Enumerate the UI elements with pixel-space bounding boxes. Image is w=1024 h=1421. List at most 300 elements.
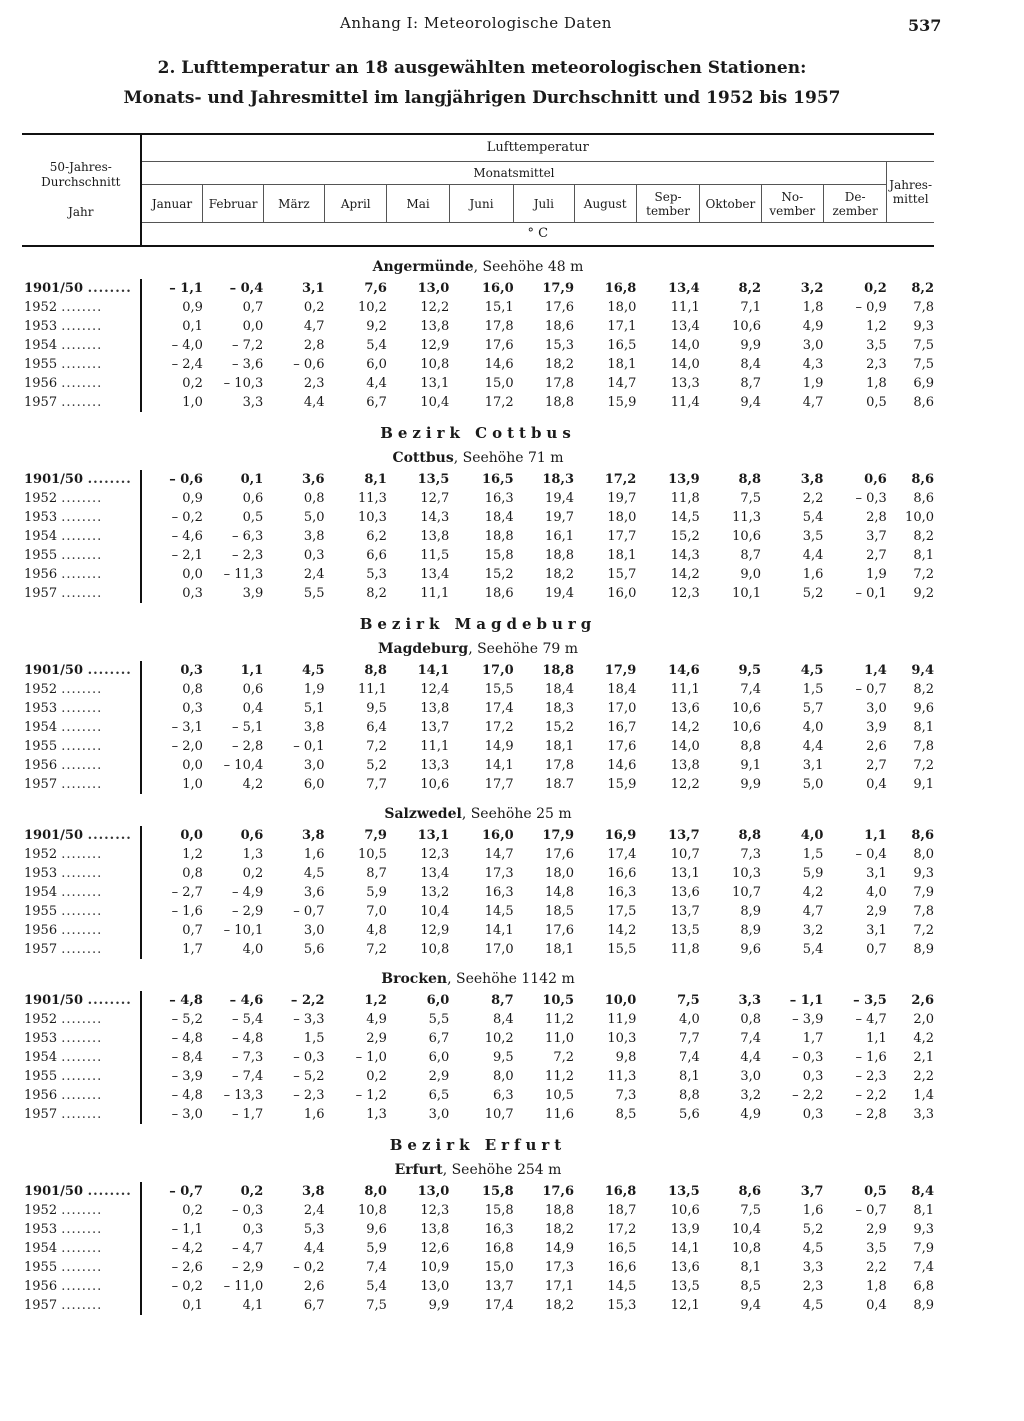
table-cell: 9,4 [911, 663, 934, 678]
year-value: 1957 [24, 395, 58, 410]
table-cell: 13,5 [670, 1279, 700, 1294]
table-cell: – 1,6 [141, 902, 203, 921]
table-cell: 4,5 [802, 1241, 824, 1256]
table-cell: 18,1 [607, 357, 637, 372]
table-cell: 0,7 [866, 942, 887, 957]
year-label [22, 718, 141, 737]
table-cell: 0,3 [303, 548, 325, 563]
dot-leader: ........ [61, 300, 103, 315]
table-cell: – 7,2 [231, 338, 264, 353]
table-cell: 8,4 [911, 1184, 934, 1199]
table-cell: 15,3 [607, 1298, 637, 1313]
district-heading: Bezirk Cottbus [380, 424, 576, 442]
table-cell: 14,7 [607, 376, 637, 391]
table-cell: 15,5 [484, 682, 514, 697]
table-cell: 10,3 [607, 1031, 637, 1046]
table-cell: 10,3 [732, 866, 762, 881]
table-cell: 3,8 [303, 720, 325, 735]
table-cell: 14,6 [668, 663, 700, 678]
table-cell: – 11,0 [223, 1279, 264, 1294]
table-cell: 1,6 [802, 567, 824, 582]
table-cell: 11,9 [607, 1012, 637, 1027]
table-cell: 18,5 [545, 904, 574, 919]
table-cell: 5,2 [366, 758, 387, 773]
table-cell: 17,5 [607, 904, 637, 919]
table-cell: 13,8 [670, 758, 700, 773]
table-cell: 2,9 [866, 1222, 887, 1237]
year-value: 1957 [24, 586, 58, 601]
year-label [22, 1258, 141, 1277]
dot-leader: ........ [61, 510, 103, 525]
station-heading [22, 637, 934, 661]
table-cell: – 11,3 [223, 567, 264, 582]
table-cell: 17,8 [545, 376, 574, 391]
col-header-month: März [263, 185, 324, 223]
table-row [22, 298, 934, 317]
table-cell: – 2,3 [855, 1069, 887, 1084]
year-value: 1952 [24, 682, 58, 697]
table-cell: 10,6 [732, 529, 762, 544]
table-cell: 1,9 [303, 682, 325, 697]
dot-leader: ........ [87, 281, 132, 296]
col-header-month: April [325, 185, 387, 223]
table-cell: 11,6 [545, 1107, 574, 1122]
year-value: 1953 [24, 1222, 58, 1237]
table-cell: 2,2 [913, 1069, 934, 1084]
table-cell: 3,1 [301, 281, 325, 296]
year-value: 1956 [24, 1279, 58, 1294]
table-row [22, 902, 934, 921]
dot-leader: ........ [61, 586, 103, 601]
year-value: 1956 [24, 567, 58, 582]
dot-leader: ........ [87, 828, 132, 843]
table-cell: – 0,7 [855, 682, 887, 697]
table-cell: 3,5 [802, 529, 824, 544]
table-cell: 8,2 [911, 281, 934, 296]
table-cell: 0,8 [141, 864, 203, 883]
year-value: 1901/50 [24, 1184, 84, 1199]
table-cell: 0,7 [242, 300, 264, 315]
table-row [22, 699, 934, 718]
table-cell: 3,1 [802, 758, 824, 773]
table-cell: 7,4 [366, 1260, 387, 1275]
table-cell: 3,0 [802, 338, 824, 353]
table-cell: 14,1 [484, 758, 514, 773]
table-cell: 14,9 [484, 739, 514, 754]
table-cell: – 0,3 [855, 491, 887, 506]
table-cell: 17,6 [607, 739, 637, 754]
table-cell: – 0,7 [855, 1203, 887, 1218]
station-elevation: , Seehöhe 48 m [473, 259, 584, 275]
table-cell: 3,0 [866, 701, 887, 716]
table-cell: 6,0 [303, 777, 325, 792]
year-value: 1953 [24, 510, 58, 525]
table-cell: 0,9 [141, 298, 203, 317]
year-value: 1953 [24, 1031, 58, 1046]
year-label [22, 845, 141, 864]
year-label [22, 991, 141, 1010]
table-cell: 9,0 [740, 567, 762, 582]
table-cell: 18,0 [607, 510, 637, 525]
table-cell: 18,8 [545, 548, 574, 563]
table-cell: 7,8 [913, 739, 934, 754]
table-cell: 9,1 [913, 777, 934, 792]
table-cell: 0,5 [864, 1184, 887, 1199]
table-cell: 18,6 [545, 319, 574, 334]
year-label [22, 1296, 141, 1315]
table-cell: 17,3 [484, 866, 514, 881]
table-cell: 13,5 [668, 1184, 700, 1199]
table-cell: 15,3 [545, 338, 574, 353]
table-cell: 8,1 [913, 720, 934, 735]
unit-label: ° C [141, 223, 934, 247]
table-cell: 0,4 [866, 1298, 887, 1313]
year-label [22, 940, 141, 959]
table-cell: 0,8 [303, 491, 325, 506]
table-cell: 1,1 [240, 663, 264, 678]
table-cell: 10,6 [732, 701, 762, 716]
table-cell: 7,9 [913, 1241, 934, 1256]
table-cell: 4,0 [242, 942, 264, 957]
station-heading [22, 967, 934, 991]
table-cell: 2,3 [802, 1279, 824, 1294]
col-header-month: Februar [203, 185, 263, 223]
table-cell: 5,0 [802, 777, 824, 792]
table-cell: 8,8 [679, 1088, 700, 1103]
table-cell: 11,2 [545, 1012, 574, 1027]
table-cell: – 2,6 [141, 1258, 203, 1277]
year-value: 1955 [24, 1260, 58, 1275]
table-cell: 17,7 [607, 529, 637, 544]
table-cell: 10,1 [732, 586, 762, 601]
table-cell: 17,7 [484, 777, 514, 792]
table-cell: 4,7 [802, 395, 824, 410]
year-value: 1954 [24, 1241, 58, 1256]
table-cell: 7,8 [913, 904, 934, 919]
table-cell: 4,3 [802, 357, 824, 372]
table-cell: 19,4 [545, 491, 574, 506]
table-cell: 7,3 [615, 1088, 637, 1103]
table-row [22, 1086, 934, 1105]
table-cell: 1,6 [303, 847, 325, 862]
table-cell: 8,1 [364, 472, 387, 487]
table-cell: 12,6 [420, 1241, 450, 1256]
table-cell: 13,4 [670, 319, 700, 334]
station-name: Cottbus [392, 450, 454, 466]
table-cell: 4,8 [366, 923, 387, 938]
table-row [22, 940, 934, 959]
table-cell: 16,0 [482, 828, 514, 843]
table-cell: 3,2 [740, 1088, 762, 1103]
dot-leader: ........ [61, 319, 103, 334]
table-cell: 13,8 [420, 529, 450, 544]
table-cell: 17,6 [542, 1184, 574, 1199]
table-cell: 4,0 [800, 828, 824, 843]
table-cell: 1,4 [913, 1088, 934, 1103]
table-cell: 10,6 [732, 720, 762, 735]
year-label [22, 393, 141, 412]
table-cell: 18,4 [545, 682, 574, 697]
table-cell: 10,0 [604, 993, 637, 1008]
table-cell: 3,2 [802, 923, 824, 938]
year-value: 1956 [24, 1088, 58, 1103]
table-cell: 9,3 [913, 319, 934, 334]
table-cell: 7,2 [913, 567, 934, 582]
table-cell: – 1,0 [355, 1050, 387, 1065]
station-name: Erfurt [394, 1162, 443, 1178]
table-cell: 0,6 [864, 472, 887, 487]
year-label [22, 1182, 141, 1201]
dot-leader: ........ [61, 720, 103, 735]
table-cell: 6,7 [428, 1031, 450, 1046]
station-name: Salzwedel [384, 806, 462, 822]
table-cell: 15,8 [482, 1184, 514, 1199]
col-header-month: Januar [141, 185, 203, 223]
table-cell: – 3,0 [141, 1105, 203, 1124]
table-cell: 7,2 [913, 923, 934, 938]
table-cell: 12,9 [420, 338, 450, 353]
year-label [22, 737, 141, 756]
table-cell: 18,2 [545, 1222, 574, 1237]
table-cell: 6,0 [428, 1050, 450, 1065]
table-cell: 3,1 [866, 923, 887, 938]
table-cell: 4,4 [802, 548, 824, 563]
table-cell: 0,3 [242, 1222, 264, 1237]
table-cell: – 2,1 [141, 546, 203, 565]
table-cell: 2,7 [866, 758, 887, 773]
year-value: 1952 [24, 300, 58, 315]
table-cell: – 5,2 [293, 1069, 325, 1084]
table-cell: 15,8 [484, 548, 514, 563]
table-cell: 0,0 [141, 756, 203, 775]
table-cell: 6,7 [366, 395, 387, 410]
table-row [22, 527, 934, 546]
table-cell: 9,3 [913, 1222, 934, 1237]
table-cell: 10,7 [670, 847, 700, 862]
stub-header: 50-Jahres- Durchschnitt Jahr [22, 134, 141, 246]
table-cell: 15,9 [607, 395, 637, 410]
table-row [22, 470, 934, 489]
table-cell: 14,5 [607, 1279, 637, 1294]
year-value: 1956 [24, 758, 58, 773]
table-cell: 10,9 [420, 1260, 450, 1275]
table-cell: 14,7 [484, 847, 514, 862]
table-cell: 17,6 [484, 338, 514, 353]
table-cell: 1,5 [802, 682, 824, 697]
table-cell: 10,6 [732, 319, 762, 334]
station-name: Brocken [381, 971, 448, 987]
year-value: 1957 [24, 777, 58, 792]
table-cell: 14,2 [607, 923, 637, 938]
table-cell: 9,5 [738, 663, 762, 678]
table-cell: 7,5 [677, 993, 700, 1008]
table-cell: 18,2 [545, 357, 574, 372]
table-cell: 17,9 [604, 663, 637, 678]
dot-leader: ........ [61, 1298, 103, 1313]
table-cell: 16,3 [484, 1222, 514, 1237]
table-cell: 2,8 [866, 510, 887, 525]
year-label [22, 1201, 141, 1220]
year-label [22, 883, 141, 902]
table-cell: 3,9 [242, 586, 264, 601]
table-cell: 7,7 [679, 1031, 700, 1046]
table-cell: 8,1 [913, 548, 934, 563]
table-cell: 14,0 [670, 338, 700, 353]
table-cell: 2,0 [913, 1012, 934, 1027]
table-cell: – 0,7 [141, 1182, 203, 1201]
table-cell: 7,1 [740, 300, 762, 315]
dot-leader: ........ [61, 758, 103, 773]
table-cell: 13,4 [420, 866, 450, 881]
year-value: 1955 [24, 1069, 58, 1084]
dot-leader: ........ [61, 885, 103, 900]
table-cell: 8,4 [740, 357, 762, 372]
table-cell: 12,7 [420, 491, 450, 506]
dot-leader: ........ [61, 1279, 103, 1294]
table-cell: 8,2 [366, 586, 387, 601]
table-cell: 3,7 [866, 529, 887, 544]
table-cell: 0,0 [141, 565, 203, 584]
table-cell: 3,5 [866, 338, 887, 353]
table-cell: – 1,1 [141, 1220, 203, 1239]
table-cell: 9,9 [428, 1298, 450, 1313]
table-cell: 14,6 [484, 357, 514, 372]
table-cell: 17,9 [542, 828, 574, 843]
table-row [22, 279, 934, 298]
table-cell: 9,5 [366, 701, 387, 716]
table-row [22, 1258, 934, 1277]
table-cell: 8,7 [740, 376, 762, 391]
table-cell: – 4,7 [855, 1012, 887, 1027]
table-row [22, 393, 934, 412]
table-cell: – 1,1 [141, 279, 203, 298]
table-row [22, 565, 934, 584]
table-cell: 8,6 [911, 828, 934, 843]
table-cell: 2,7 [866, 548, 887, 563]
table-cell: 7,5 [913, 338, 934, 353]
table-cell: 7,9 [364, 828, 387, 843]
col-header-month: Juli [514, 185, 574, 223]
table-cell: – 7,3 [231, 1050, 264, 1065]
table-row [22, 991, 934, 1010]
table-row [22, 1296, 934, 1315]
dot-leader: ........ [61, 567, 103, 582]
table-cell: – 2,2 [290, 993, 325, 1008]
table-cell: 11,4 [670, 395, 700, 410]
table-cell: 13,0 [417, 281, 450, 296]
station-heading [22, 255, 934, 279]
table-cell: 17,0 [482, 663, 514, 678]
year-value: 1954 [24, 1050, 58, 1065]
table-cell: 17,3 [545, 1260, 574, 1275]
table-cell: – 2,2 [855, 1088, 887, 1103]
year-label [22, 1105, 141, 1124]
table-cell: 11,3 [607, 1069, 637, 1084]
table-cell: 0,3 [141, 584, 203, 603]
table-cell: 8,2 [913, 682, 934, 697]
year-label [22, 336, 141, 355]
table-cell: 18.7 [545, 777, 574, 792]
table-cell: 19,7 [607, 491, 637, 506]
dot-leader: ........ [61, 866, 103, 881]
table-cell: 3,0 [740, 1069, 762, 1084]
table-cell: 16,0 [607, 586, 637, 601]
table-cell: 15,1 [484, 300, 514, 315]
table-cell: 0,3 [802, 1107, 824, 1122]
table-cell: 1,8 [802, 300, 824, 315]
table-cell: 9,4 [740, 395, 762, 410]
table-cell: 0,1 [240, 472, 264, 487]
year-label [22, 584, 141, 603]
table-cell: 2,2 [866, 1260, 887, 1275]
station-elevation: , Seehöhe 1142 m [447, 971, 575, 987]
table-cell: 5,4 [366, 1279, 387, 1294]
table-cell: 18,8 [545, 395, 574, 410]
table-row [22, 845, 934, 864]
table-cell: 10,7 [484, 1107, 514, 1122]
table-title-line-2: Monats- und Jahresmittel im langjährigen Durchschnitt und 1952 bis 1957 [123, 88, 841, 108]
table-cell: – 0,7 [293, 904, 325, 919]
table-cell: 1,1 [866, 1031, 887, 1046]
table-cell: 1,7 [802, 1031, 824, 1046]
table-cell: 1,6 [802, 1203, 824, 1218]
table-cell: 17,8 [545, 758, 574, 773]
table-cell: 13,7 [670, 904, 700, 919]
table-cell: 0,8 [141, 680, 203, 699]
dot-leader: ........ [61, 338, 103, 353]
year-label [22, 374, 141, 393]
table-row [22, 317, 934, 336]
table-cell: 8,0 [364, 1184, 387, 1199]
table-cell: 14,0 [670, 357, 700, 372]
col-header-month: Mai [387, 185, 449, 223]
dot-leader: ........ [61, 942, 103, 957]
table-cell: – 0,4 [855, 847, 887, 862]
table-cell: – 3,3 [293, 1012, 325, 1027]
group-header: Lufttemperatur [141, 134, 934, 162]
table-cell: 4,1 [242, 1298, 264, 1313]
year-value: 1957 [24, 1107, 58, 1122]
table-cell: 16,6 [607, 1260, 637, 1275]
table-cell: 0,6 [240, 828, 264, 843]
table-row [22, 1105, 934, 1124]
table-cell: – 10,4 [223, 758, 264, 773]
year-value: 1952 [24, 491, 58, 506]
year-value: 1955 [24, 904, 58, 919]
dot-leader: ........ [61, 1031, 103, 1046]
table-cell: – 2,3 [231, 548, 264, 563]
year-label [22, 298, 141, 317]
table-cell: 1,9 [866, 567, 887, 582]
year-label [22, 1048, 141, 1067]
table-cell: 6,3 [493, 1088, 514, 1103]
table-cell: 2,4 [303, 1203, 325, 1218]
table-cell: 7,2 [366, 739, 387, 754]
table-row [22, 680, 934, 699]
table-cell: 2,9 [866, 904, 887, 919]
table-cell: 12,3 [420, 847, 450, 862]
table-cell: 4,5 [800, 663, 824, 678]
dot-leader: ........ [61, 395, 103, 410]
table-cell: 5,2 [802, 1222, 824, 1237]
year-label [22, 921, 141, 940]
table-cell: 4,9 [802, 319, 824, 334]
table-cell: 17,9 [542, 281, 574, 296]
table-cell: – 3,9 [792, 1012, 824, 1027]
year-label [22, 775, 141, 794]
table-cell: – 4,7 [231, 1241, 264, 1256]
table-cell: 11,1 [670, 682, 700, 697]
